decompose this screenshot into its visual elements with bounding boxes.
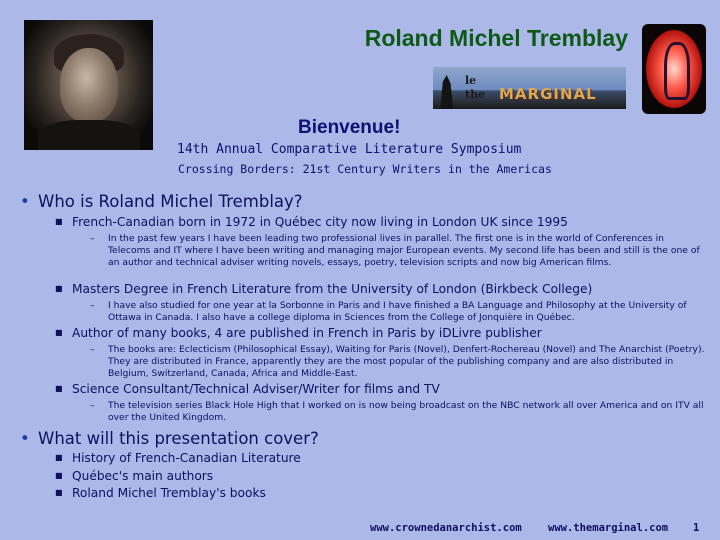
page-title: Roland Michel Tremblay — [364, 25, 628, 51]
page-number: 1 — [693, 522, 700, 534]
footer-link-themarginal[interactable]: www.themarginal.com — [548, 522, 669, 534]
list-item: ■ Author of many books, 4 are published in French in Paris by iDLivre publisher — [55, 326, 542, 340]
square-bullet-icon: ■ — [55, 328, 63, 337]
symposium-subtitle: Crossing Borders: 21st Century Writers in the Americas — [178, 162, 552, 176]
list-item-detail: – The television series Black Hole High that I worked on is now being broadcast on the NBC network all over America and on ITV all over the United Kingdom. — [90, 400, 704, 423]
square-bullet-icon: ■ — [55, 488, 63, 497]
list-item: ■ French-Canadian born in 1972 in Québec city now living in London UK since 1995 — [55, 215, 568, 229]
bullet-icon: • — [20, 192, 30, 211]
section-heading-who: • Who is Roland Michel Tremblay? — [20, 192, 303, 211]
list-item: ■ Science Consultant/Technical Adviser/Writer for films and TV — [55, 382, 440, 396]
list-item-detail: – The books are: Eclecticism (Philosophical Essay), Waiting for Paris (Novel), Denfert-Rochereau (Novel) and The Anarchist (Poetry). They are distributed in France, apparently they are the most popular of the publishing company and are also distributed in Belgium, Switzerland, Canada, Africa and Middle-East. — [90, 344, 705, 379]
footer-link-crownedanarchist[interactable]: www.crownedanarchist.com — [370, 522, 522, 534]
square-bullet-icon: ■ — [55, 284, 63, 293]
dash-icon: – — [90, 344, 95, 355]
square-bullet-icon: ■ — [55, 384, 63, 393]
dash-icon: – — [90, 400, 95, 411]
square-bullet-icon: ■ — [55, 471, 63, 480]
welcome-heading: Bienvenue! — [298, 117, 401, 138]
list-item-detail: – I have also studied for one year at la Sorbonne in Paris and I have finished a BA Language and Philosophy at the University of Ottawa in Canada. I also have a college diploma in Sciences from the College of Jonquière in Québec. — [90, 300, 687, 323]
anarchist-seal-image — [642, 24, 706, 114]
list-item-detail: – In the past few years I have been leading two professional lives in parallel. The first one is in the world of Conferences in Telecoms and IT where I have been writing and managing major European events. My second life has been and still is the one of an author and technical adviser writing novels, essays, poetry, television scripts and now big American films. — [90, 233, 700, 268]
bullet-icon: • — [20, 429, 30, 448]
list-item: ■ Masters Degree in French Literature from the University of London (Birkbeck College) — [55, 282, 593, 296]
section-heading-coverage: • What will this presentation cover? — [20, 429, 319, 448]
the-marginal-logo[interactable]: le the MARGINAL — [433, 67, 626, 109]
dash-icon: – — [90, 300, 95, 311]
list-item: ■ Québec's main authors — [55, 469, 214, 483]
square-bullet-icon: ■ — [55, 217, 63, 226]
dash-icon: – — [90, 233, 95, 244]
list-item: ■ Roland Michel Tremblay's books — [55, 486, 266, 500]
list-item: ■ History of French-Canadian Literature — [55, 451, 301, 465]
square-bullet-icon: ■ — [55, 453, 63, 462]
symposium-title: 14th Annual Comparative Literature Symposium — [177, 142, 522, 157]
